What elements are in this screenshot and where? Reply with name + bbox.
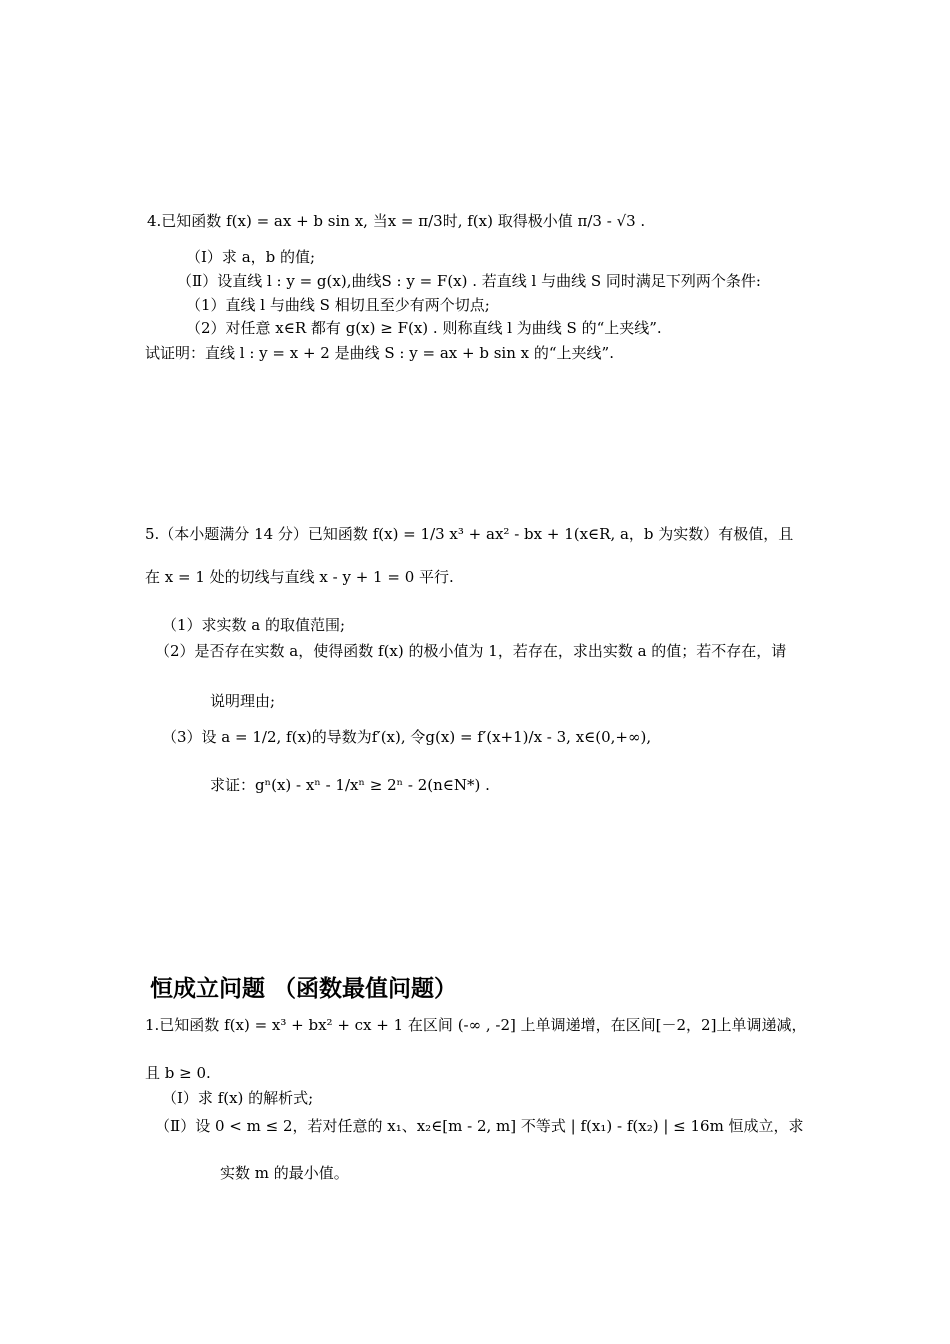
p4-line-3: （Ⅱ）设直线 l : y = g(x),曲线S : y = F(x) . 若直线 l 与曲线 S 同时满足下列两个条件:	[177, 272, 761, 290]
p4-line-4: （1）直线 l 与曲线 S 相切且至少有两个切点;	[186, 296, 490, 314]
p5-line-3: （1）求实数 a 的取值范围;	[162, 616, 346, 634]
p5-line-4: （2）是否存在实数 a，使得函数 f(x) 的极小值为 1，若存在，求出实数 a 的值；若不存在，请	[155, 642, 787, 660]
p1-line-3: （Ⅰ）求 f(x) 的解析式;	[162, 1089, 314, 1107]
section-title: 恒成立问题 （函数最值问题）	[150, 976, 458, 1002]
p5-line-1: 5.（本小题满分 14 分）已知函数 f(x) = 1/3 x³ + ax² - bx + 1(x∈R, a，b 为实数）有极值，且	[145, 525, 794, 543]
p4-line-5: （2）对任意 x∈R 都有 g(x) ≥ F(x) . 则称直线 l 为曲线 S 的“上夹线”.	[186, 319, 662, 337]
p5-line-2: 在 x = 1 处的切线与直线 x - y + 1 = 0 平行.	[145, 568, 454, 586]
p5-line-6: （3）设 a = 1/2, f(x)的导数为f′(x), 令g(x) = f′(x+1)/x - 3, x∈(0,+∞),	[162, 728, 652, 746]
p1-line-5: 实数 m 的最小值。	[220, 1164, 349, 1182]
p5-line-5: 说明理由;	[210, 692, 276, 710]
p1-line-4: （Ⅱ）设 0 < m ≤ 2，若对任意的 x₁、x₂∈[m - 2, m] 不等式 | f(x₁) - f(x₂) | ≤ 16m 恒成立，求	[155, 1117, 804, 1135]
p4-line-2: （Ⅰ）求 a，b 的值;	[186, 248, 316, 266]
p4-line-1: 4.已知函数 f(x) = ax + b sin x, 当x = π/3时, f(x) 取得极小值 π/3 - √3 .	[147, 212, 646, 230]
p4-line-6: 试证明：直线 l : y = x + 2 是曲线 S : y = ax + b sin x 的“上夹线”.	[145, 344, 614, 362]
p1-line-1: 1.已知函数 f(x) = x³ + bx² + cx + 1 在区间 (-∞ , -2] 上单调递增，在区间[－2，2]上单调递减，	[145, 1016, 807, 1034]
p1-line-2: 且 b ≥ 0.	[145, 1064, 211, 1082]
p5-line-7: 求证：gⁿ(x) - xⁿ - 1/xⁿ ≥ 2ⁿ - 2(n∈N*) .	[210, 776, 490, 794]
